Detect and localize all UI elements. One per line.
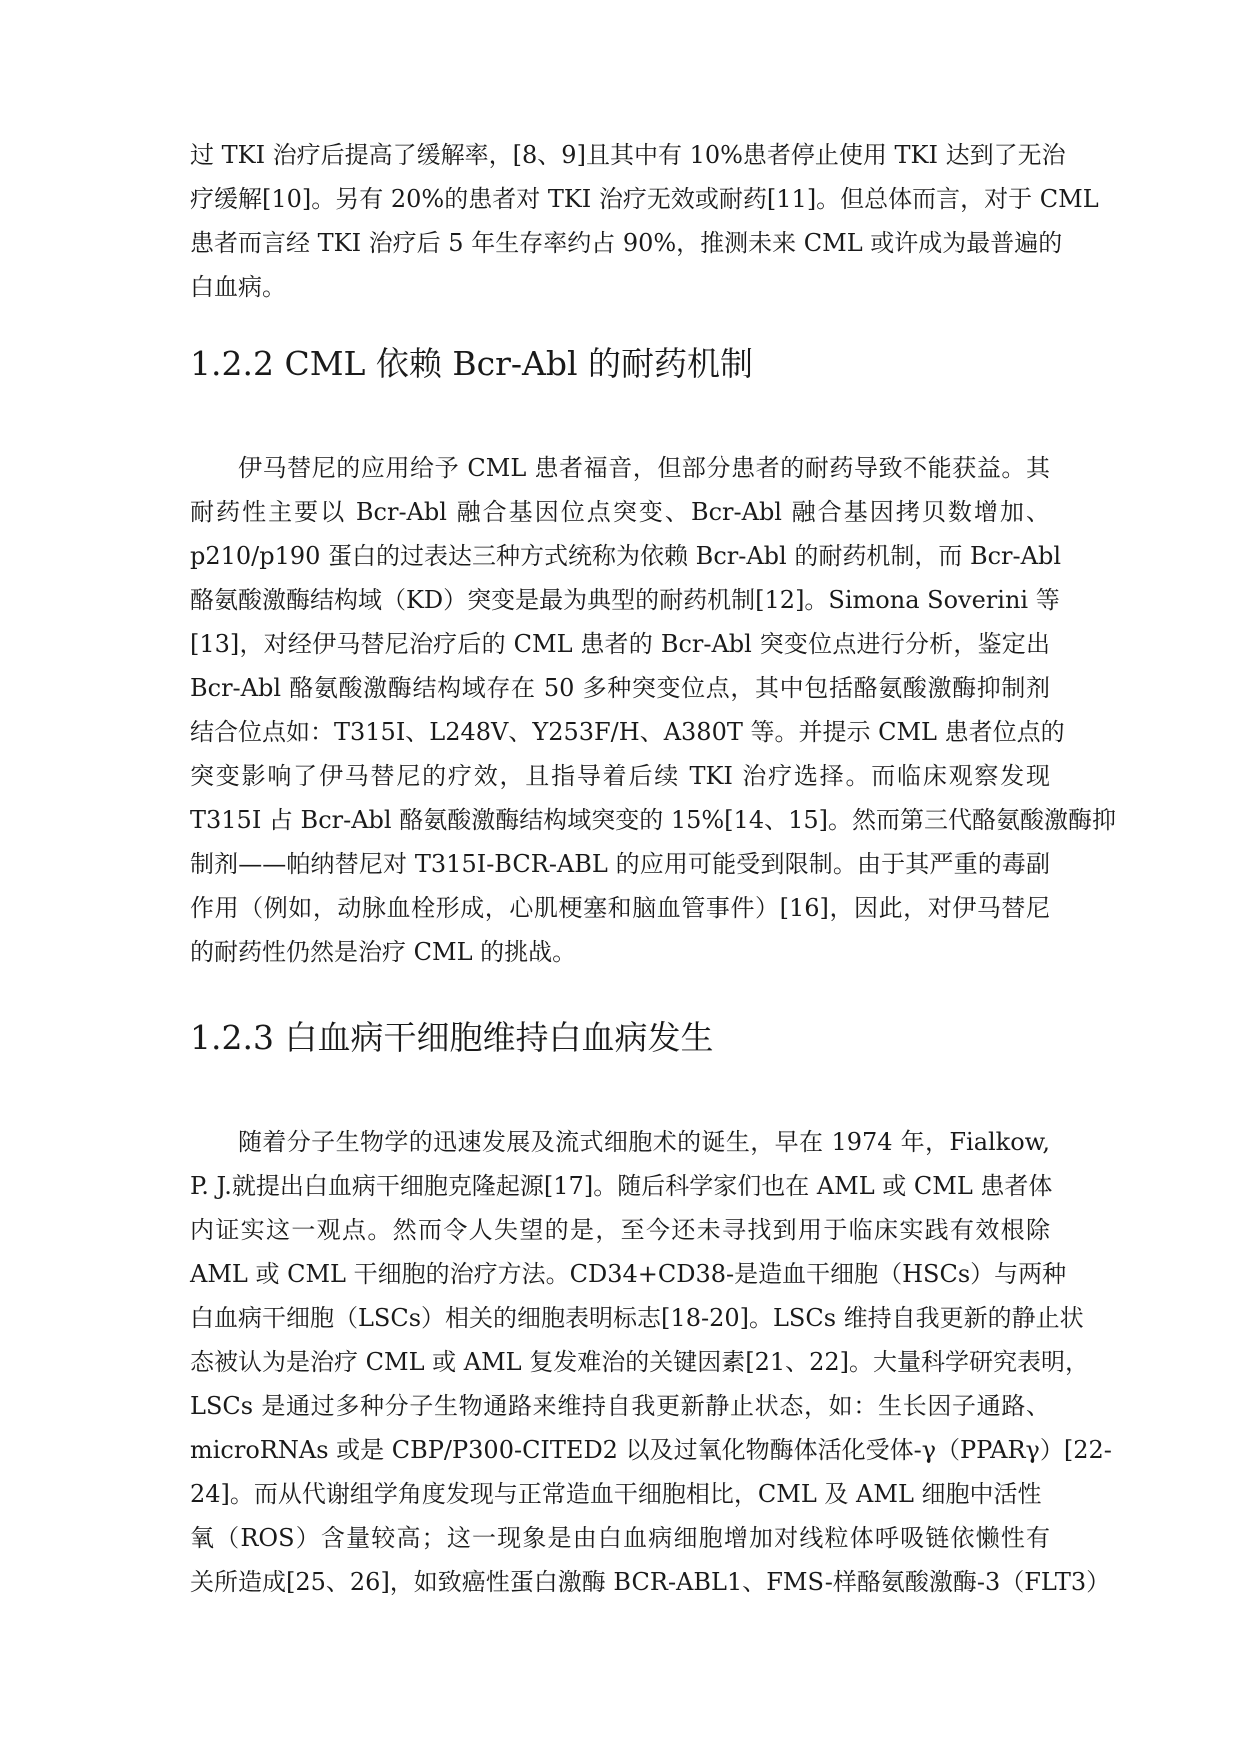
text-line: p210/p190 蛋白的过表达三种方式统称为依赖 Bcr-Abl 的耐药机制，而 Bcr-Abl <box>190 542 1062 570</box>
text-line: 的耐药性仍然是治疗 CML 的挑战。 <box>190 938 577 966</box>
text-line: LSCs 是通过多种分子生物通路来维持自我更新静止状态，如：生长因子通路、 <box>190 1392 1050 1420</box>
text-line: Bcr-Abl 酪氨酸激酶结构域存在 50 多种突变位点，其中包括酪氨酸激酶抑制剂 <box>190 674 1050 702</box>
text-line: 随着分子生物学的迅速发展及流式细胞术的诞生，早在 1974 年，Fialkow, <box>238 1128 1050 1156</box>
intro-paragraph <box>190 133 1099 309</box>
text-line: [13]，对经伊马替尼治疗后的 CML 患者的 Bcr-Abl 突变位点进行分析，鉴定出 <box>190 630 1050 658</box>
text-line: 过 TKI 治疗后提高了缓解率，[8、9]且其中有 10%患者停止使用 TKI 达到了无治 <box>190 141 1066 169</box>
text-line: 态被认为是治疗 CML 或 AML 复发难治的关键因素[21、22]。大量科学研究表明， <box>190 1348 1090 1376</box>
text-line: microRNAs 或是 CBP/P300-CITED2 以及过氧化物酶体活化受体-γ（PPARγ）[22- <box>190 1436 1112 1464</box>
text-line: 关所造成[25、26]，如致癌性蛋白激酶 BCR-ABL1、FMS-样酪氨酸激酶-3（FLT3） <box>190 1568 1111 1596</box>
text-line: 24]。而从代谢组学角度发现与正常造血干细胞相比，CML 及 AML 细胞中活性 <box>190 1480 1042 1508</box>
text-line: 作用（例如，动脉血栓形成，心肌梗塞和脑血管事件）[16]，因此，对伊马替尼 <box>190 894 1050 922</box>
text-line: 酪氨酸激酶结构域（KD）突变是最为典型的耐药机制[12]。Simona Soverini 等 <box>190 586 1060 614</box>
text-line: 制剂——帕纳替尼对 T315I-BCR-ABL 的应用可能受到限制。由于其严重的毒副 <box>190 850 1050 878</box>
text-line: 氧（ROS）含量较高；这一现象是由白血病细胞增加对线粒体呼吸链依懒性有 <box>190 1524 1050 1552</box>
text-line: 患者而言经 TKI 治疗后 5 年生存率约占 90%，推测未来 CML 或许成为最普遍的 <box>190 229 1063 257</box>
text-line: 疗缓解[10]。另有 20%的患者对 TKI 治疗无效或耐药[11]。但总体而言，对于 CML <box>190 185 1099 213</box>
text-line: P. J.就提出白血病干细胞克隆起源[17]。随后科学家们也在 AML 或 CML 患者体 <box>190 1172 1053 1200</box>
text-line: 耐药性主要以 Bcr-Abl 融合基因位点突变、Bcr-Abl 融合基因拷贝数增加、 <box>190 498 1050 526</box>
text-line: 伊马替尼的应用给予 CML 患者福音，但部分患者的耐药导致不能获益。其 <box>238 454 1050 482</box>
text-line: 白血病干细胞（LSCs）相关的细胞表明标志[18-20]。LSCs 维持自我更新的静止状 <box>190 1304 1084 1332</box>
section-1-2-2-paragraph <box>190 446 1116 974</box>
text-line: T315I 占 Bcr-Abl 酪氨酸激酶结构域突变的 15%[14、15]。然而第三代酪氨酸激酶抑 <box>190 806 1116 834</box>
text-line: 内证实这一观点。然而令人失望的是，至今还未寻找到用于临床实践有效根除 <box>190 1216 1050 1244</box>
section-heading-1-2-3: 1.2.3 白血病干细胞维持白血病发生 <box>190 1018 714 1057</box>
section-heading-1-2-2: 1.2.2 CML 依赖 Bcr-Abl 的耐药机制 <box>190 344 754 383</box>
text-line: 白血病。 <box>190 273 286 301</box>
section-1-2-3-paragraph <box>190 1120 1112 1604</box>
text-line: 结合位点如：T315I、L248V、Y253F/H、A380T 等。并提示 CML 患者位点的 <box>190 718 1065 746</box>
text-line: AML 或 CML 干细胞的治疗方法。CD34+CD38-是造血干细胞（HSCs）与两种 <box>190 1260 1067 1288</box>
text-line: 突变影响了伊马替尼的疗效，且指导着后续 TKI 治疗选择。而临床观察发现 <box>190 762 1050 790</box>
